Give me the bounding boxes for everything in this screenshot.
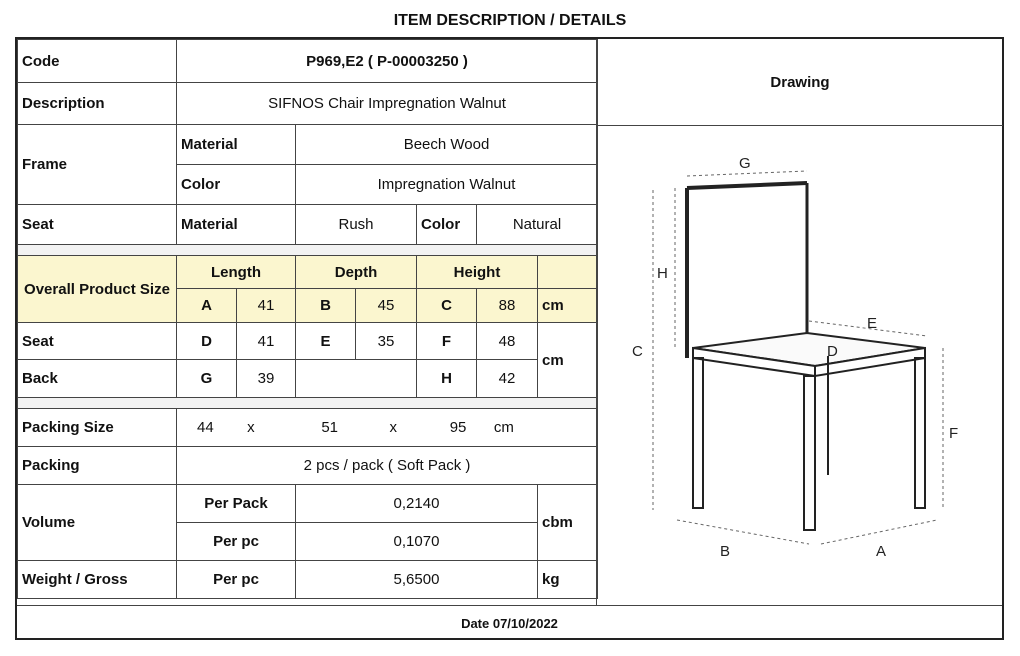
weight-per-pc-label: Per pc xyxy=(177,561,296,599)
frame-color-label: Color xyxy=(177,165,296,205)
dim-d-value: 41 xyxy=(237,323,296,360)
frame-material-value: Beech Wood xyxy=(296,125,598,165)
label-c: C xyxy=(632,343,643,360)
seat-back-unit: cm xyxy=(538,323,598,398)
description-label: Description xyxy=(18,83,177,125)
volume-unit: cbm xyxy=(538,485,598,561)
chair-drawing xyxy=(597,126,1002,604)
code-row xyxy=(18,40,598,83)
size-header-row xyxy=(18,256,598,289)
label-g: G xyxy=(739,155,751,172)
height-header: Height xyxy=(417,256,538,289)
frame-label: Frame xyxy=(18,125,177,205)
seat-spec-label: Seat xyxy=(18,205,177,245)
weight-unit: kg xyxy=(538,561,598,599)
description-row xyxy=(18,83,598,125)
volume-per-pc-value: 0,1070 xyxy=(296,523,538,561)
dim-f-letter: F xyxy=(417,323,477,360)
dim-a-letter: A xyxy=(177,289,237,323)
overall-unit: cm xyxy=(538,289,598,323)
label-a: A xyxy=(876,543,887,560)
seat-material-label: Material xyxy=(177,205,296,245)
spacer-row-2 xyxy=(18,398,598,409)
seat-spec-row xyxy=(18,205,598,245)
volume-label: Volume xyxy=(18,485,177,561)
packing-row xyxy=(18,447,598,485)
length-header: Length xyxy=(177,256,296,289)
label-f: F xyxy=(949,425,959,442)
packing-label: Packing xyxy=(18,447,177,485)
depth-header: Depth xyxy=(296,256,417,289)
packing-size-values xyxy=(177,409,598,447)
code-value: P969,E2 ( P-00003250 ) xyxy=(177,40,598,83)
spec-sheet xyxy=(15,37,1004,640)
packing-size-row xyxy=(18,409,598,447)
dim-line-b xyxy=(677,520,809,544)
weight-label: Weight / Gross xyxy=(18,561,177,599)
description-value: SIFNOS Chair Impregnation Walnut xyxy=(177,83,598,125)
header-blank xyxy=(538,256,598,289)
volume-per-pc-label: Per pc xyxy=(177,523,296,561)
volume-per-pack-label: Per Pack xyxy=(177,485,296,523)
back-size-label: Back xyxy=(18,360,177,398)
packing-x1: x xyxy=(247,419,255,436)
page-title: ITEM DESCRIPTION / DETAILS xyxy=(393,12,627,29)
dim-g-letter: G xyxy=(177,360,237,398)
dim-a-value: 41 xyxy=(237,289,296,323)
spec-table xyxy=(17,39,598,599)
dim-b-letter: B xyxy=(296,289,356,323)
drawing-panel xyxy=(596,39,1003,605)
frame-material-row xyxy=(18,125,598,165)
dim-e-letter: E xyxy=(296,323,356,360)
dim-c-value: 88 xyxy=(477,289,538,323)
dim-g-value: 39 xyxy=(237,360,296,398)
seat-size-row xyxy=(18,323,598,360)
back-blank xyxy=(296,360,417,398)
packing-length: 44 xyxy=(197,419,214,436)
volume-per-pack-value: 0,2140 xyxy=(296,485,538,523)
seat-color-value: Natural xyxy=(477,205,598,245)
leg-front-right xyxy=(804,376,815,530)
packing-height: 95 xyxy=(449,419,467,436)
frame-color-value: Impregnation Walnut xyxy=(296,165,598,205)
seat-color-label: Color xyxy=(417,205,477,245)
frame-material-label: Material xyxy=(177,125,296,165)
back-size-row xyxy=(18,360,598,398)
dim-d-letter: D xyxy=(177,323,237,360)
weight-row xyxy=(18,561,598,599)
spacer-row xyxy=(18,245,598,256)
weight-value: 5,6500 xyxy=(296,561,538,599)
dim-c-letter: C xyxy=(417,289,477,323)
overall-size-label: Overall Product Size xyxy=(18,256,177,323)
seat-size-label: Seat xyxy=(18,323,177,360)
label-h: H xyxy=(657,265,668,282)
packing-size-unit: cm xyxy=(493,419,514,436)
packing-x2: x xyxy=(389,419,398,436)
dim-line-a xyxy=(821,520,937,544)
dim-b-value: 45 xyxy=(356,289,417,323)
packing-value: 2 pcs / pack ( Soft Pack ) xyxy=(177,447,598,485)
seat-material-value: Rush xyxy=(296,205,417,245)
dim-h-value: 42 xyxy=(477,360,538,398)
label-e: E xyxy=(867,315,878,332)
dim-h-letter: H xyxy=(417,360,477,398)
drawing-heading: Drawing xyxy=(597,39,1003,126)
label-d: D xyxy=(827,343,838,360)
footer-date: Date 07/10/2022 xyxy=(17,605,1002,641)
volume-pack-row xyxy=(18,485,598,523)
leg-back-right xyxy=(915,358,925,508)
back-top-rail xyxy=(687,183,807,188)
leg-front-left xyxy=(693,358,703,508)
dim-e-value: 35 xyxy=(356,323,417,360)
code-label: Code xyxy=(18,40,177,83)
packing-width: 51 xyxy=(321,419,339,436)
label-b: B xyxy=(720,543,731,560)
packing-size-label: Packing Size xyxy=(18,409,177,447)
dim-f-value: 48 xyxy=(477,323,538,360)
